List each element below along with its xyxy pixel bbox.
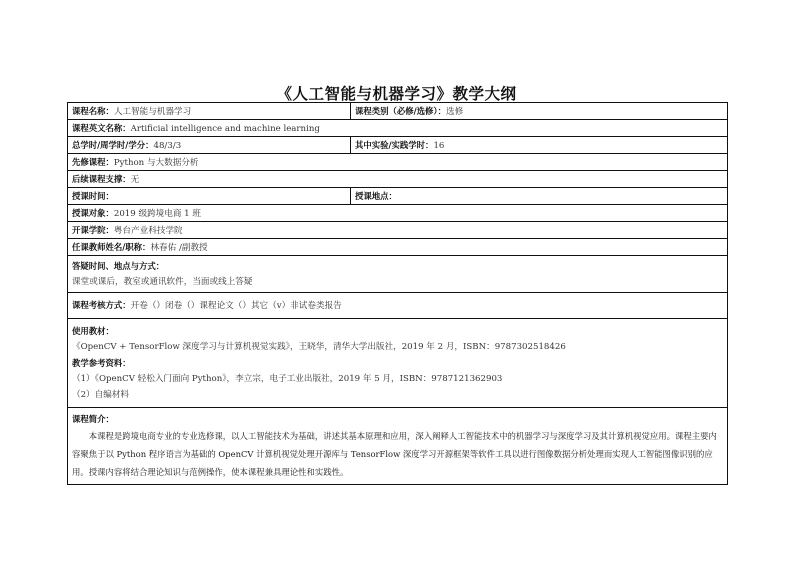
row-intro bbox=[68, 408, 728, 485]
row-course-english bbox=[68, 120, 728, 137]
teacher-cell: 任课教师姓名/职称：林春佑 /副教授 bbox=[68, 239, 728, 256]
lab-hours-cell: 其中实验/实践学时：16 bbox=[351, 137, 728, 154]
course-english-cell: 课程英文名称：Artificial intelligence and machine learning bbox=[68, 120, 728, 137]
prereq-cell: 先修课程：Python 与大数据分析 bbox=[68, 154, 728, 171]
materials-cell: 使用教材： 《OpenCV + TensorFlow 深度学习与计算机视觉实践》，王晓华，清华大学出版社，2019 年 2 月，ISBN：9787302518426 教学参考资料： （1）《OpenCV 轻松入门面向 Python》，李立宗，电子工业出版社，2019 年 5 月，ISBN：9787121362903 （2）自编材料 bbox=[68, 319, 728, 408]
intro-paragraph: 本课程是跨境电商专业的专业选修课，以人工智能技术为基础，讲述其基本原理和应用，深入阐释人工智能技术中的机器学习与深度学习及其计算机视觉应用。课程主要内容聚焦于以 Python 程序语言为基础的 OpenCV 计算机视觉处理开源库与 TensorFlow 深度学习开源框架等软件工具以进行图像数据分析处理而实现人工智能图像识别的应用。授课内容将结合理论知识与范例操作，使本课程兼具理论性和实践性。 bbox=[72, 431, 717, 477]
time-cell: 授课时间： bbox=[68, 188, 351, 205]
intro-cell: 课程简介： 本课程是跨境电商专业的专业选修课，以人工智能技术为基础，讲述其基本原理和应用，深入阐释人工智能技术中的机器学习与深度学习及其计算机视觉应用。课程主要内容聚焦于以 Python 程序语言为基础的 OpenCV 计算机视觉处理开源库与 TensorFlow 深度学习开源框架等软件工具以进行图像数据分析处理而实现人工智能图像识别的应用。授课内容将结合理论知识与范例操作，使本课程兼具理论性和实践性。 bbox=[68, 408, 728, 485]
row-followup bbox=[68, 171, 728, 188]
row-course-name bbox=[68, 103, 728, 120]
qa-cell: 答疑时间、地点与方式： 课堂或课后，教室或通讯软件，当面或线上答疑 bbox=[68, 256, 728, 293]
row-college bbox=[68, 222, 728, 239]
course-name-cell: 课程名称：人工智能与机器学习 bbox=[68, 103, 351, 120]
hours-cell: 总学时/周学时/学分：48/3/3 bbox=[68, 137, 351, 154]
row-qa bbox=[68, 256, 728, 293]
row-audience bbox=[68, 205, 728, 222]
followup-cell: 后续课程支撑：无 bbox=[68, 171, 728, 188]
row-teacher bbox=[68, 239, 728, 256]
college-cell: 开课学院：粤台产业科技学院 bbox=[68, 222, 728, 239]
exam-cell: 课程考核方式：开卷（）闭卷（）课程论文（）其它（v）非试卷类报告 bbox=[68, 293, 728, 319]
course-type-cell: 课程类别（必修/选修）：选修 bbox=[351, 103, 728, 120]
syllabus-table bbox=[67, 102, 728, 485]
row-hours bbox=[68, 137, 728, 154]
audience-cell: 授课对象：2019 级跨境电商 1 班 bbox=[68, 205, 728, 222]
document-title: 《人工智能与机器学习》教学大纲 bbox=[276, 85, 517, 103]
place-cell: 授课地点： bbox=[351, 188, 728, 205]
row-exam bbox=[68, 293, 728, 319]
row-time-place bbox=[68, 188, 728, 205]
row-materials bbox=[68, 319, 728, 408]
row-prereq bbox=[68, 154, 728, 171]
